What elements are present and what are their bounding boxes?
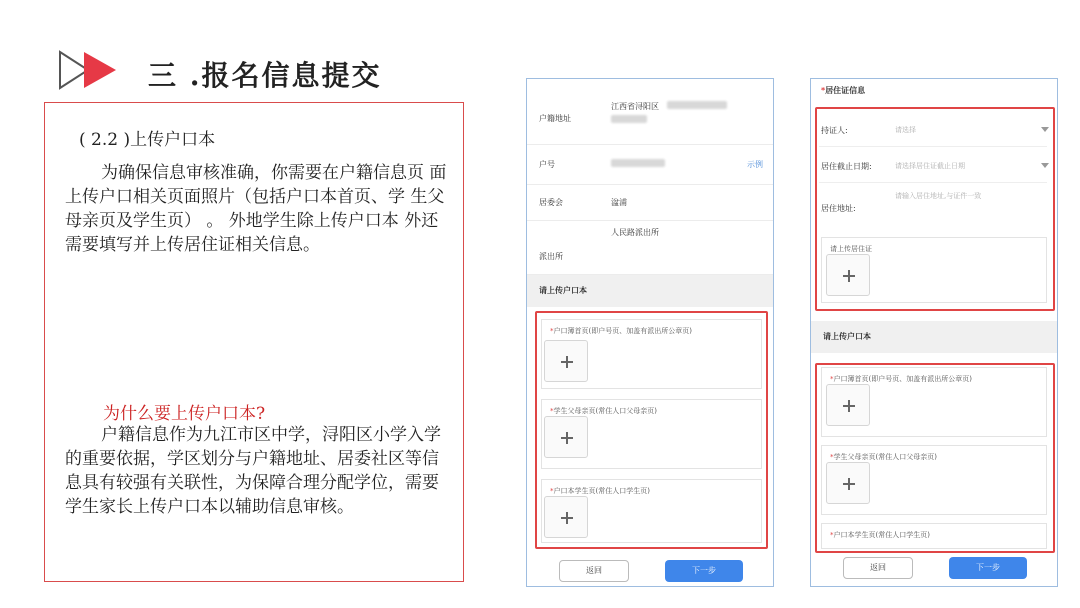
row-value: 湓浦 <box>611 198 627 207</box>
field-placeholder: 请选择居住证截止日期 <box>895 162 965 170</box>
add-photo-button[interactable] <box>544 416 588 458</box>
redacted-text <box>667 101 727 109</box>
section-title: 请上传户口本 <box>539 286 587 295</box>
chevron-down-icon <box>1041 163 1049 168</box>
add-photo-button[interactable] <box>826 384 870 426</box>
upload-label: 户口本学生页(常住人口学生页) <box>833 531 930 539</box>
phone-screen-residence: *居住证信息 持证人: 请选择 居住截止日期: 请选择居住证截止日期 居住地址: 请输入居住地址,与证件一致 请上传居住证 请上传户口本 *户口簿首页(即户号页、加盖有派出所公章页) *学生父母亲页(常住人口父母亲页) *户口本学生页(常住人口学生页) 返回 下一步 <box>810 78 1058 587</box>
chevron-down-icon <box>1041 127 1049 132</box>
field-label: 居住截止日期: <box>821 162 872 171</box>
row-label: 居委会 <box>539 198 563 207</box>
back-button[interactable]: 返回 <box>843 557 913 579</box>
upload-label: 学生父母亲页(常住人口父母亲页) <box>833 453 937 461</box>
row-household-address <box>527 79 773 145</box>
add-photo-button[interactable] <box>826 254 870 296</box>
upload-card-residence <box>821 237 1047 303</box>
answer-paragraph: 户籍信息作为九江市区中学，浔阳区小学入学的重要依据，学区划分与户籍地址、居委社区等信息具有较强有关联性，为保障合理分配学位，需要学生家长上传户口本以辅助信息审核。 <box>65 425 441 517</box>
row-label: 户号 <box>539 160 555 169</box>
field-placeholder: 请选择 <box>895 126 916 134</box>
upload-label: 请上传居住证 <box>830 245 872 253</box>
row-label: 户籍地址 <box>539 114 571 123</box>
holder-field[interactable] <box>819 111 1047 147</box>
upload-card-parents-page: *学生父母亲页(常住人口父母亲页) <box>541 399 762 469</box>
phone-screen-household <box>526 78 774 587</box>
field-placeholder: 请输入居住地址,与证件一致 <box>895 192 982 200</box>
section-header <box>527 275 773 307</box>
add-photo-button[interactable] <box>826 462 870 504</box>
section-subtitle: ( 2.2 )上传户口本 <box>79 130 216 150</box>
upload-card-parents-page: *学生父母亲页(常住人口父母亲页) <box>821 445 1047 515</box>
field-label: 居住地址: <box>821 204 856 213</box>
back-button[interactable]: 返回 <box>559 560 629 582</box>
next-step-button[interactable]: 下一步 <box>949 557 1027 579</box>
row-label: 派出所 <box>539 252 563 261</box>
section-title: 请上传户口本 <box>823 332 871 341</box>
row-police-station <box>527 221 773 275</box>
field-label: 持证人: <box>821 126 848 135</box>
play-arrow-icon <box>58 50 122 90</box>
row-value: 人民路派出所 <box>611 228 659 237</box>
upload-card-first-page: *户口簿首页(即户号页、加盖有派出所公章页) <box>541 319 762 389</box>
example-link[interactable]: 示例 <box>747 160 763 169</box>
redacted-text <box>611 115 647 123</box>
question-heading: 为什么要上传户口本? <box>103 404 266 424</box>
next-step-button[interactable]: 下一步 <box>665 560 743 582</box>
upload-label: 户口簿首页(即户号页、加盖有派出所公章页) <box>553 327 692 335</box>
explanation-box <box>44 102 464 582</box>
page-title: 三 .报名信息提交 <box>148 59 382 92</box>
section-header <box>811 321 1057 353</box>
row-committee <box>527 185 773 221</box>
upload-label: 户口簿首页(即户号页、加盖有派出所公章页) <box>833 375 972 383</box>
section-title: 居住证信息 <box>825 86 866 95</box>
add-photo-button[interactable] <box>544 340 588 382</box>
redacted-text <box>611 159 665 167</box>
upload-card-student-page: *户口本学生页(常住人口学生页) <box>821 523 1047 549</box>
row-household-number <box>527 145 773 185</box>
upload-card-student-page: *户口本学生页(常住人口学生页) <box>541 479 762 543</box>
instruction-paragraph: 为确保信息审核准确，你需要在户籍信息页 面上传户口相关页面照片（包括户口本首页、学 生父母亲页及学生页） 。 外地学生除上传户口本 外还需要填写并上传居住证相关信息。 <box>65 163 447 255</box>
upload-card-first-page: *户口簿首页(即户号页、加盖有派出所公章页) <box>821 367 1047 437</box>
row-value: 江西省浔阳区 <box>611 102 659 111</box>
add-photo-button[interactable] <box>544 496 588 538</box>
upload-label: 户口本学生页(常住人口学生页) <box>553 487 650 495</box>
address-field[interactable] <box>819 183 1047 233</box>
upload-label: 学生父母亲页(常住人口父母亲页) <box>553 407 657 415</box>
expiry-date-field[interactable] <box>819 147 1047 183</box>
